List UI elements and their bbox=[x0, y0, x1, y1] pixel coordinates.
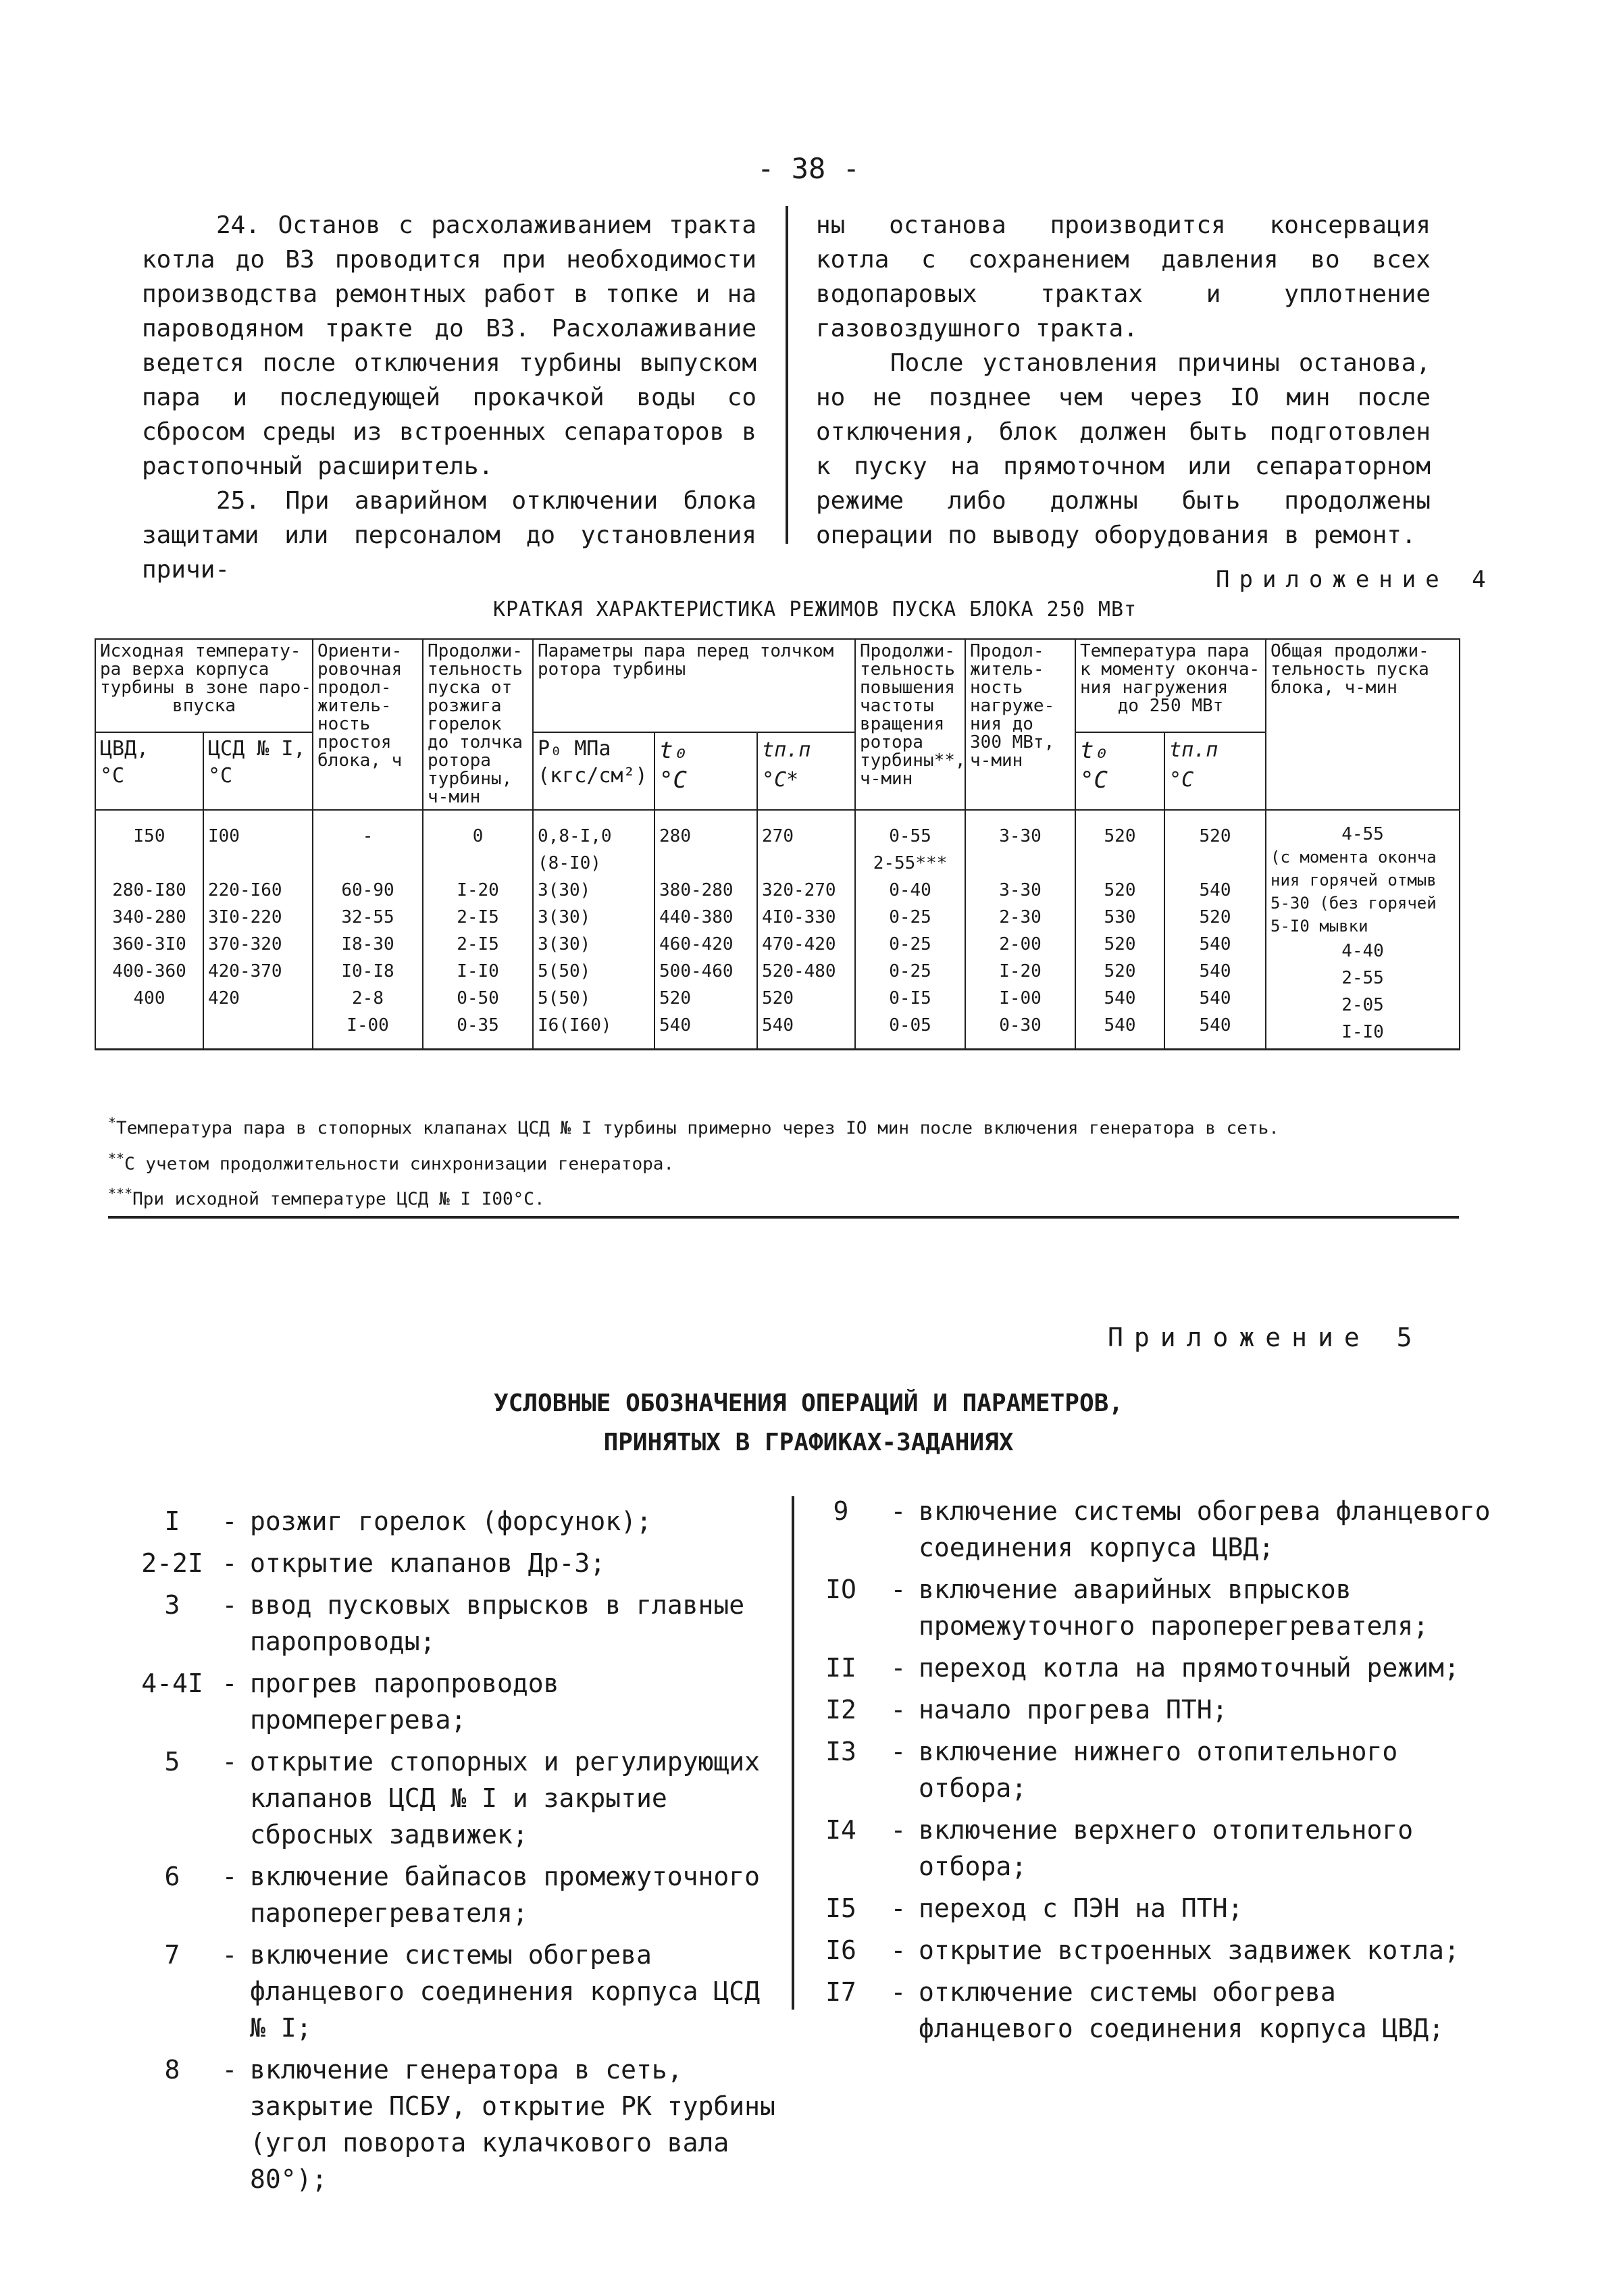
legend-item: I2 - начало прогрева ПТН; bbox=[825, 1695, 1228, 1725]
col-start: 0 I-20 2-I5 2-I5 I-I0 0-50 0-35 bbox=[423, 810, 533, 1050]
col-csd: I00 220-I60 3I0-220 370-320 420-370 420 bbox=[203, 810, 313, 1050]
appendix-5-label: Приложение 5 bbox=[1108, 1323, 1423, 1352]
legend-item: II - переход котла на прямоточный режим; bbox=[825, 1653, 1460, 1683]
legend-list-right bbox=[804, 1493, 1499, 2052]
legend-item: I5 - переход с ПЭН на ПТН; bbox=[825, 1893, 1243, 1923]
legend-item: 7 - включение системы обогрева фланцевого соединения корпуса ЦСД № I; bbox=[164, 1940, 760, 2043]
header-end-temp: Температура пара к моменту оконча- ния нагружения до 250 МВт bbox=[1075, 639, 1266, 732]
legend-item: 5 - открытие стопорных и регулирующих клапанов ЦСД № I и закрытие сбросных задвижек; bbox=[164, 1747, 760, 1849]
col-speedup: 0-55 2-55*** 0-40 0-25 0-25 0-25 0-I5 0-05 bbox=[855, 810, 965, 1050]
header-load-duration: Продол- житель- ность нагруже- ния до 300 МВт, ч-мин bbox=[965, 639, 1075, 810]
legend-item: I7 - отключение системы обогрева фланцевого соединения корпуса ЦВД; bbox=[825, 1977, 1444, 2043]
paragraph-24: 24. Останов с расхолаживанием тракта котла до ВЗ проводится при необходимости производства ремонтных работ в топке и на пароводяном тракте до ВЗ. Расхолаживание ведется после отключения турбины выпуском пара и последующей прокачкой воды со сбросом среды из встроенных сепараторов в растопочный расширитель. bbox=[142, 211, 756, 480]
header-p0: Р₀ МПа (кгс/см²) bbox=[533, 732, 654, 810]
column-divider bbox=[786, 206, 788, 544]
legend-item: 2-2I - открытие клапанов Др-3; bbox=[141, 1548, 606, 1578]
paragraph-after-stop: После установления причины останова, но не позднее чем через IO мин после отключения, блок должен быть подготовлен к пуску на прямоточном или сепараторном режиме либо должны быть продолжены операции по выводу оборудования в ремонт. bbox=[816, 349, 1431, 549]
legend-item: I6 - открытие встроенных задвижек котла; bbox=[825, 1935, 1460, 1965]
header-end-t0: t₀ °С bbox=[1075, 732, 1164, 810]
appendix-4-label: Приложение 4 bbox=[1216, 566, 1495, 593]
legend-item: I4 - включение верхнего отопительного отбора; bbox=[825, 1815, 1414, 1881]
legend-item: IO - включение аварийных впрысков промежуточного пароперегревателя; bbox=[825, 1575, 1429, 1641]
header-idle-time: Ориенти- ровочная продол- житель- ность простоя блока, ч bbox=[313, 639, 423, 810]
table-body-row bbox=[95, 810, 1460, 1050]
header-cvd: ЦВД, °С bbox=[95, 732, 203, 810]
table-title: КРАТКАЯ ХАРАКТЕРИСТИКА РЕЖИМОВ ПУСКА БЛОКА 250 МВт bbox=[493, 598, 1137, 621]
legend-item: 6 - включение байпасов промежуточного пароперегревателя; bbox=[164, 1862, 760, 1928]
col-idle: - 60-90 32-55 I8-30 I0-I8 2-8 I-00 bbox=[313, 810, 423, 1050]
col-end-tpp: 520 540 520 540 540 540 540 bbox=[1164, 810, 1266, 1050]
legend-item: I3 - включение нижнего отопительного отбора; bbox=[825, 1737, 1398, 1803]
col-p0: 0,8-I,0 (8-I0) 3(30) 3(30) 3(30) 5(50) 5(50) I6(I60) bbox=[533, 810, 654, 1050]
table-header-row-2 bbox=[95, 732, 1460, 810]
legend-item: 3 - ввод пусковых впрысков в главные паропроводы; bbox=[164, 1590, 745, 1656]
header-steam-params: Параметры пара перед толчком ротора турбины bbox=[533, 639, 855, 732]
legend-item: I - розжиг горелок (форсунок); bbox=[164, 1506, 652, 1536]
col-load: 3-30 3-30 2-30 2-00 I-20 I-00 0-30 bbox=[965, 810, 1075, 1050]
footnote-1: *Температура пара в стопорных клапанах ЦСД № I турбины примерно через IO мин после включения генератора в сеть. bbox=[108, 1115, 1279, 1139]
footnote-2: **С учетом продолжительности синхронизации генератора. bbox=[108, 1150, 675, 1175]
legend-column-divider bbox=[792, 1496, 794, 2010]
col-t0: 280 380-280 440-380 460-420 500-460 520 540 bbox=[654, 810, 757, 1050]
header-start-duration: Продолжи- тельность пуска от розжига горелок до толчка ротора турбины, ч-мин bbox=[423, 639, 533, 810]
header-initial-temp: Исходная температу- ра верха корпуса турбины в зоне паро- впуска bbox=[95, 639, 313, 732]
header-speedup-duration: Продолжи- тельность повышения частоты вращения ротора турбины**, ч-мин bbox=[855, 639, 965, 810]
table-footnotes bbox=[108, 1108, 1459, 1215]
text-column-left bbox=[142, 208, 756, 587]
header-t0: t₀ °С bbox=[654, 732, 757, 810]
col-end-t0: 520 520 530 520 520 540 540 bbox=[1075, 810, 1164, 1050]
legend-list-left bbox=[135, 1503, 784, 2203]
header-tpp: tп.п °С* bbox=[757, 732, 855, 810]
footnote-3: ***При исходной температуре ЦСД № I I00°С. bbox=[108, 1185, 545, 1210]
footnote-rule bbox=[108, 1216, 1459, 1219]
paragraph-25-continued: ны останова производится консервация котла с сохранением давления во всех водопаровых трактах и уплотнение газовоздушного тракта. bbox=[816, 211, 1431, 342]
col-total: 4-55 (с момента оконча ния горячей отмыв 5-30 (без горячей 5-I0 мывки 4-40 2-55 2-05 I-I0 bbox=[1266, 810, 1460, 1050]
legend-title-line-1: УСЛОВНЫЕ ОБОЗНАЧЕНИЯ ОПЕРАЦИЙ И ПАРАМЕТРОВ, bbox=[494, 1389, 1123, 1417]
col-cvd: I50 280-I80 340-280 360-3I0 400-360 400 bbox=[95, 810, 203, 1050]
header-total-duration: Общая продолжи- тельность пуска блока, ч-мин bbox=[1266, 639, 1460, 810]
header-csd: ЦСД № I, °С bbox=[203, 732, 313, 810]
legend-item: 4-4I - прогрев паропроводов промперегрева; bbox=[141, 1668, 559, 1735]
startup-modes-table bbox=[95, 638, 1460, 1050]
legend-item: 9 - включение системы обогрева фланцевого соединения корпуса ЦВД; bbox=[833, 1496, 1491, 1562]
text-column-right bbox=[816, 208, 1431, 553]
legend-title-line-2: ПРИНЯТЫХ В ГРАФИКАХ-ЗАДАНИЯХ bbox=[603, 1429, 1014, 1456]
col-tpp: 270 320-270 4I0-330 470-420 520-480 520 540 bbox=[757, 810, 855, 1050]
header-end-tpp: tп.п °С bbox=[1164, 732, 1266, 810]
legend-item: 8 - включение генератора в сеть, закрытие ПСБУ, открытие РК турбины (угол поворота кулачкового вала 80°); bbox=[164, 2055, 775, 2194]
table-header-row-1 bbox=[95, 639, 1460, 732]
paragraph-25: 25. При аварийном отключении блока защитами или персоналом до установления причи- bbox=[142, 487, 756, 584]
page-number: - 38 - bbox=[757, 152, 860, 185]
